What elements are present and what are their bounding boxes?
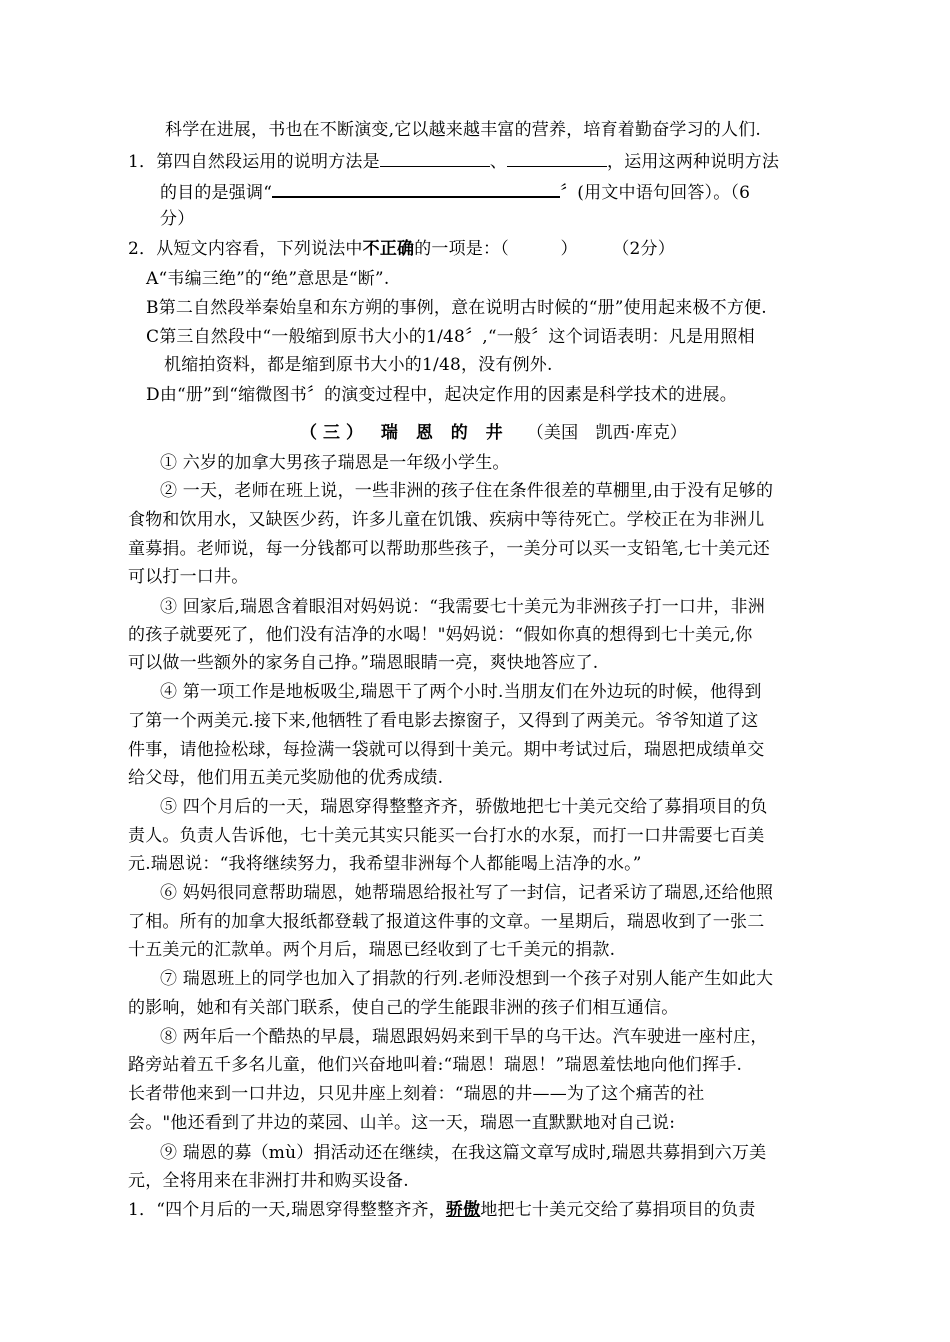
paragraph-line: ④ 第一项工作是地板吸尘,瑞恩干了两个小时.当朋友们在外边玩的时候，他得到 (160, 682, 762, 702)
paragraph-line: 童募捐。老师说，每一分钱都可以帮助那些孩子，一美分可以买一支铅笔,七十美元还 (128, 539, 771, 559)
paragraph-line: ⑧ 两年后一个酷热的早晨，瑞恩跟妈妈来到干旱的乌干达。汽车驶进一座村庄， (160, 1027, 768, 1047)
paragraph-line: ③ 回家后,瑞恩含着眼泪对妈妈说：“我需要七十美元为非洲孩子打一口井，非洲 (160, 597, 765, 617)
paragraph-line: ⑦ 瑞恩班上的同学也加入了捐款的行列.老师没想到一个孩子对别人能产生如此大 (160, 969, 774, 989)
question-1-line3: 分） (160, 209, 195, 229)
question-number: 1． (128, 152, 157, 172)
paragraph-line: 长者带他来到一口井边，只见井座上刻着：“瑞恩的井——为了这个痛苦的社 (128, 1084, 705, 1104)
section-author: （美国 凯西·库克） (526, 423, 688, 443)
paragraph-line: ⑥ 妈妈很同意帮助瑞恩，她帮瑞恩给报社写了一封信，记者采访了瑞恩,还给他照 (160, 883, 774, 903)
section-title: （三） 瑞 恩 的 井 (300, 423, 509, 443)
answer-blank-3[interactable] (272, 178, 560, 198)
question-1-line1: 1．第四自然段运用的说明方法是 、 ，运用这两种说明方法 (128, 148, 779, 175)
paragraph-line: 食物和饮用水，又缺医少药，许多儿童在饥饿、疾病中等待死亡。学校正在为非洲儿 (128, 510, 765, 530)
paragraph-line: ① 六岁的加拿大男孩子瑞恩是一年级小学生。 (160, 453, 510, 473)
paragraph-line: 十五美元的汇款单。两个月后，瑞恩已经收到了七千美元的捐款. (128, 940, 616, 960)
option-b: B第二自然段举秦始皇和东方朔的事例，意在说明古时候的“册”使用起来极不方便. (146, 298, 767, 318)
paragraph-line: 的孩子就要死了，他们没有洁净的水喝！"妈妈说：“假如你真的想得到七十美元,你 (128, 625, 753, 645)
question-final: 1．“四个月后的一天,瑞恩穿得整整齐齐，骄傲地把七十美元交给了募捐项目的负责 (128, 1200, 756, 1220)
option-c-line1: C第三自然段中“一般缩到原书大小的1/48〞,“一般〞这个词语表明：凡是用照相 (146, 327, 755, 347)
question-1-line2: 的目的是强调“ 〞(用文中语句回答）。（6 (160, 178, 750, 206)
paragraph-line: 了相。所有的加拿大报纸都登载了报道这件事的文章。一星期后，瑞恩收到了一张二 (128, 912, 765, 932)
intro-line: 科学在进展，书也在不断演变,它以越来越丰富的营养，培育着勤奋学习的人们. (165, 120, 762, 140)
paragraph-line: 可以做一些额外的家务自己挣。”瑞恩眼睛一亮，爽快地答应了. (128, 653, 599, 673)
paragraph-line: 件事，请他捡松球，每捡满一袋就可以得到十美元。期中考试过后，瑞恩把成绩单交 (128, 740, 765, 760)
question-number: 1． (128, 1200, 157, 1220)
option-d: D由“册”到“缩微图书〞的演变过程中，起决定作用的因素是科学技术的进展。 (146, 385, 737, 405)
option-c-line2: 机缩拍资料，都是缩到原书大小的1/48，没有例外. (164, 355, 553, 375)
paragraph-line: 了第一个两美元.接下来,他牺牲了看电影去擦窗子，又得到了两美元。爷爷知道了这 (128, 711, 759, 731)
paragraph-line: 责人。负责人告诉他，七十美元其实只能买一台打水的水泵，而打一口井需要七百美 (128, 826, 765, 846)
paragraph-line: 的影响，她和有关部门联系，使自己的学生能跟非洲的孩子们相互通信。 (128, 998, 679, 1018)
paragraph-line: ⑤ 四个月后的一天，瑞恩穿得整整齐齐，骄傲地把七十美元交给了募捐项目的负 (160, 797, 768, 817)
section-heading (300, 420, 687, 446)
question-2-stem: 2．从短文内容看，下列说法中不正确的一项是：（ ） （2分） (128, 239, 675, 259)
highlighted-word: 骄傲 (445, 1200, 481, 1220)
paragraph-line: ⑨ 瑞恩的募（mù）捐活动还在继续，在我这篇文章写成时,瑞恩共募捐到六万美 (160, 1143, 767, 1163)
paragraph-line: ② 一天，老师在班上说，一些非洲的孩子住在条件很差的草棚里,由于没有足够的 (160, 481, 774, 501)
paragraph-line: 元，全将用来在非洲打井和购买设备. (128, 1171, 409, 1191)
paragraph-line: 可以打一口井。 (128, 567, 249, 587)
paragraph-line: 会。"他还看到了井边的菜园、山羊。这一天，瑞恩一直默默地对自己说: (128, 1113, 676, 1133)
question-number: 2． (128, 239, 157, 259)
paragraph-line: 元.瑞恩说：“我将继续努力，我希望非洲每个人都能喝上洁净的水。” (128, 854, 642, 874)
option-a: A“韦编三绝”的“绝”意思是“断”. (146, 269, 390, 289)
answer-blank-2[interactable] (507, 148, 607, 167)
paragraph-line: 给父母，他们用五美元奖励他的优秀成绩. (128, 768, 444, 788)
paragraph-line: 路旁站着五千多名儿童，他们兴奋地叫着:“瑞恩！瑞恩！”瑞恩羞怯地向他们挥手. (128, 1055, 743, 1075)
answer-blank-1[interactable] (380, 148, 490, 167)
